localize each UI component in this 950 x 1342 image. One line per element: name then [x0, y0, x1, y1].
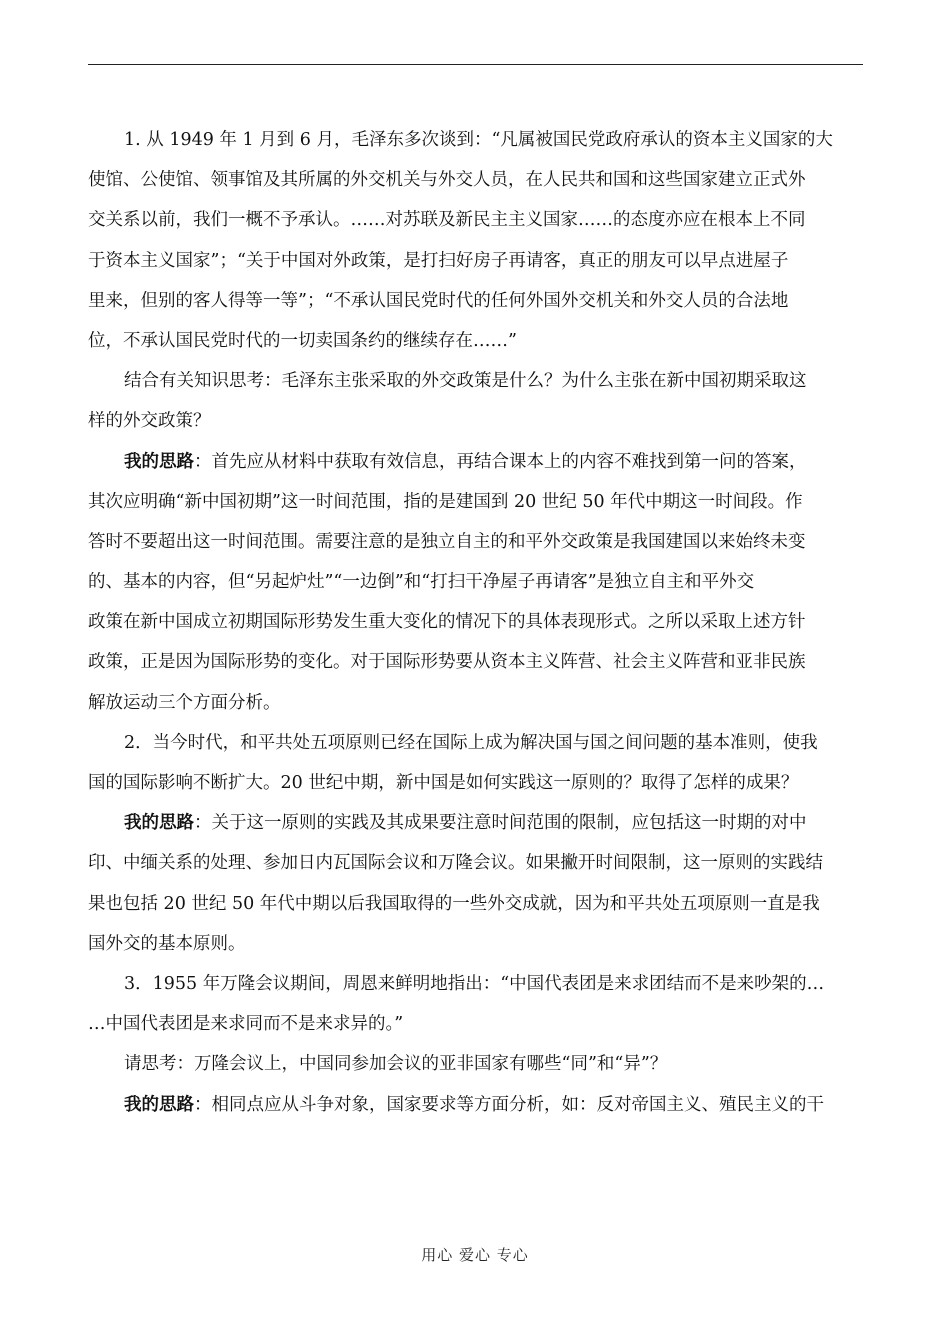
paragraph-4-line [88, 763, 863, 803]
paragraph-2-line [88, 401, 863, 441]
paragraph-3-line [88, 522, 863, 562]
thinking-label: 我的思路 [124, 451, 194, 472]
paragraph-text: 里来，但别的客人得等一等”；“不承认国民党时代的任何外国外交机关和外交人员的合法地 [88, 290, 789, 311]
document-body [88, 120, 863, 1125]
paragraph-text: 印、中缅关系的处理、参加日内瓦国际会议和万隆会议。如果撇开时间限制，这一原则的实践结 [88, 853, 823, 874]
paragraph-1-line [88, 281, 863, 321]
paragraph-3-line [88, 442, 863, 482]
paragraph-text: …中国代表团是来求同而不是来求异的。” [88, 1014, 404, 1035]
paragraph-5-line [88, 803, 863, 843]
paragraph-1-line [88, 241, 863, 281]
paragraph-6-line [88, 964, 863, 1004]
paragraph-3-line [88, 482, 863, 522]
paragraph-text: 解放运动三个方面分析。 [88, 692, 281, 713]
paragraph-text: 交关系以前，我们一概不予承认。……对苏联及新民主主义国家……的态度亦应在根本上不同 [88, 210, 806, 231]
paragraph-3-line [88, 562, 863, 602]
paragraph-text: 结合有关知识思考：毛泽东主张采取的外交政策是什么？为什么主张在新中国初期采取这 [124, 371, 807, 392]
paragraph-text: ：相同点应从斗争对象，国家要求等方面分析，如：反对帝国主义、殖民主义的干 [194, 1094, 824, 1115]
paragraph-1-line [88, 200, 863, 240]
paragraph-text: 1. 从 1949 年 1 月到 6 月，毛泽东多次谈到：“凡属被国民党政府承认的资本主义国家的大 [124, 130, 833, 150]
paragraph-3-line [88, 602, 863, 642]
paragraph-text: 其次应明确“新中国初期”这一时间范围，指的是建国到 20 世纪 50 年代中期这一时间段。作 [88, 491, 803, 512]
paragraph-text: ：首先应从材料中获取有效信息，再结合课本上的内容不难找到第一问的答案， [194, 451, 807, 472]
paragraph-text: ：关于这一原则的实践及其成果要注意时间范围的限制，应包括这一时期的对中 [194, 813, 807, 834]
paragraph-3-line [88, 683, 863, 723]
paragraph-4-line [88, 723, 863, 763]
paragraph-6-line [88, 1004, 863, 1044]
paragraph-text: 于资本主义国家”；“关于中国对外政策，是打扫好房子再请客，真正的朋友可以早点进屋子 [88, 250, 789, 271]
header-rule [88, 64, 863, 65]
paragraph-text: 3．1955 年万隆会议期间，周恩来鲜明地指出：“中国代表团是来求团结而不是来吵架的… [124, 973, 825, 994]
thinking-label: 我的思路 [124, 813, 194, 834]
paragraph-text: 国外交的基本原则。 [88, 933, 246, 954]
paragraph-8-line [88, 1085, 863, 1125]
paragraph-text: 国的国际影响不断扩大。20 世纪中期，新中国是如何实践这一原则的？取得了怎样的成果？ [88, 773, 799, 793]
paragraph-text: 2．当今时代，和平共处五项原则已经在国际上成为解决国与国之间问题的基本准则，使我 [124, 732, 818, 753]
paragraph-1-line [88, 321, 863, 361]
paragraph-3-line [88, 642, 863, 682]
paragraph-text: 位，不承认国民党时代的一切卖国条约的继续存在……” [88, 330, 517, 351]
page-footer: 用心 爱心 专心 [421, 1246, 529, 1264]
paragraph-7-line [88, 1044, 863, 1084]
paragraph-5-line [88, 843, 863, 883]
paragraph-text: 使馆、公使馆、领事馆及其所属的外交机关与外交人员，在人民共和国和这些国家建立正式外 [88, 170, 806, 191]
paragraph-5-line [88, 924, 863, 964]
paragraph-text: 答时不要超出这一时间范围。需要注意的是独立自主的和平外交政策是我国建国以来始终未变 [88, 531, 806, 552]
paragraph-text: 的、基本的内容，但“另起炉灶”“一边倒”和“打扫干净屋子再请客”是独立自主和平外交 [88, 572, 755, 593]
paragraph-5-line [88, 884, 863, 924]
paragraph-1-line [88, 120, 863, 160]
thinking-label: 我的思路 [124, 1094, 194, 1115]
paragraph-text: 请思考：万隆会议上，中国同参加会议的亚非国家有哪些“同”和“异”？ [124, 1054, 668, 1075]
paragraph-text: 政策在新中国成立初期国际形势发生重大变化的情况下的具体表现形式。之所以采取上述方针 [88, 612, 806, 633]
paragraph-text: 果也包括 20 世纪 50 年代中期以后我国取得的一些外交成就，因为和平共处五项原则一直是我 [88, 893, 820, 914]
paragraph-2-line [88, 361, 863, 401]
paragraph-1-line [88, 160, 863, 200]
paragraph-text: 政策，正是因为国际形势的变化。对于国际形势要从资本主义阵营、社会主义阵营和亚非民族 [88, 652, 806, 673]
paragraph-text: 样的外交政策？ [88, 411, 211, 432]
